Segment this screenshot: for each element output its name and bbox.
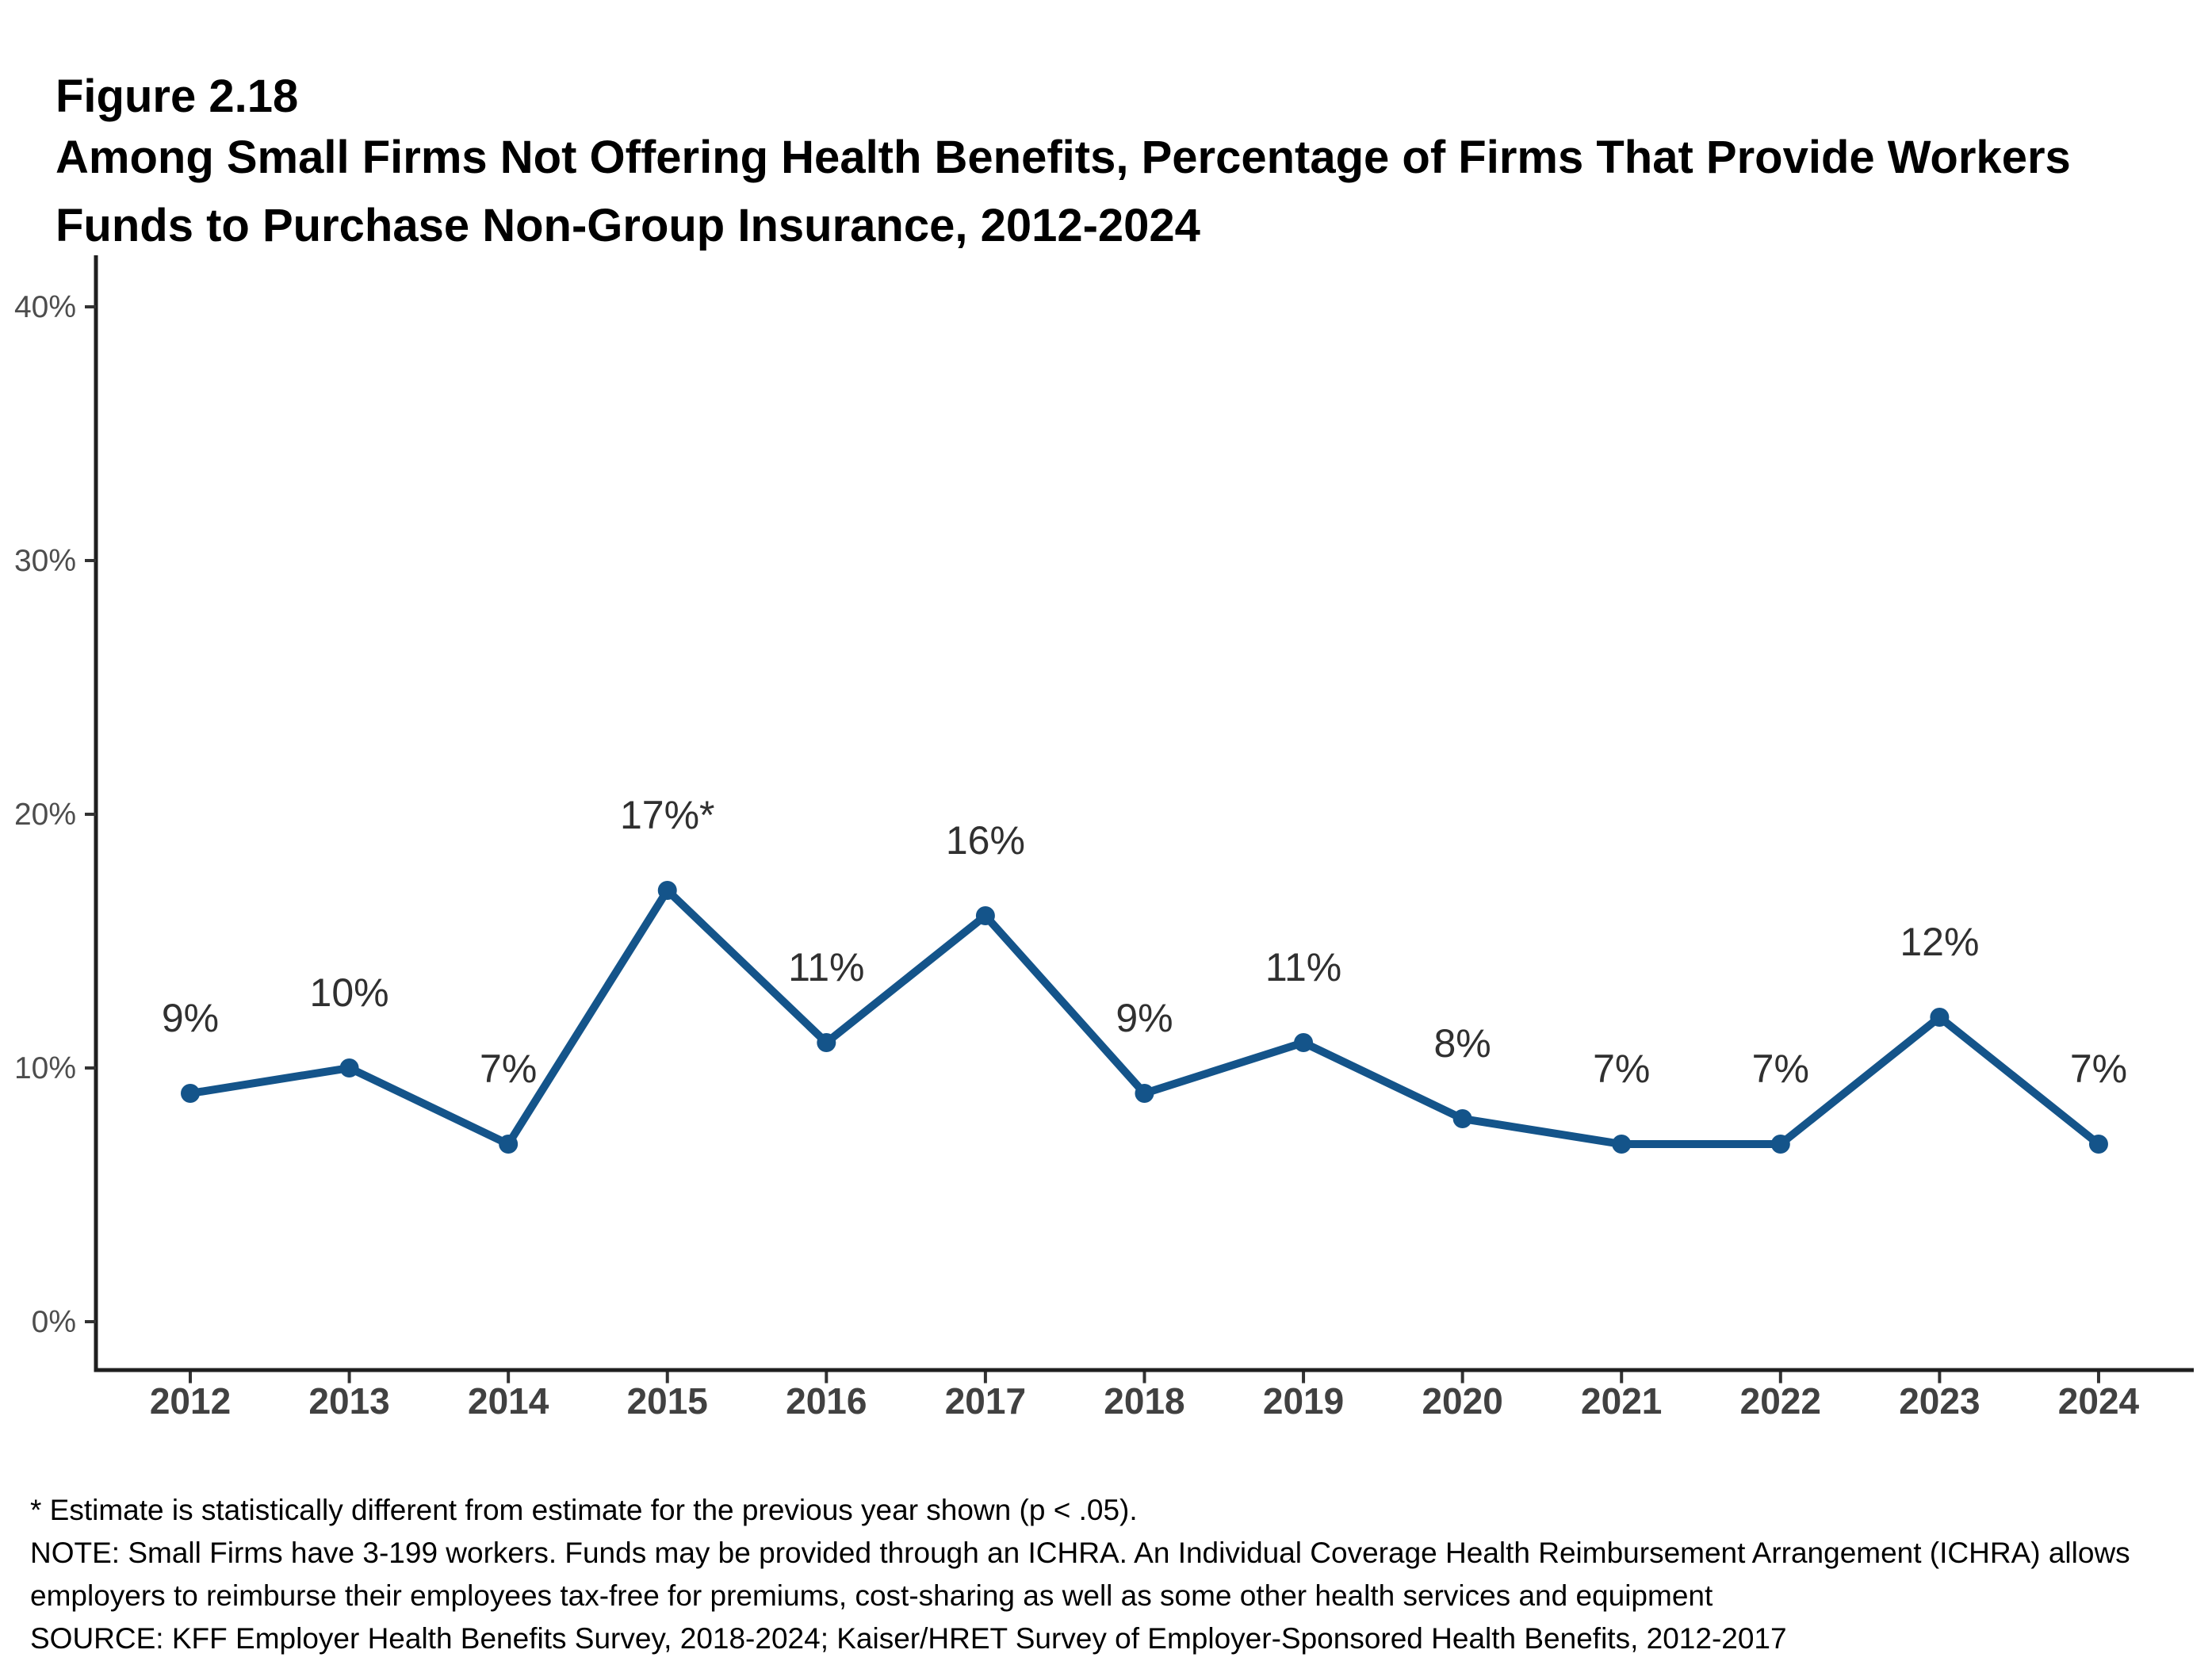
data-point bbox=[976, 906, 995, 925]
data-point bbox=[340, 1058, 359, 1077]
x-axis-year-label: 2014 bbox=[467, 1380, 549, 1422]
y-axis-tick-label: 20% bbox=[13, 798, 76, 832]
data-point bbox=[1612, 1135, 1631, 1154]
data-point bbox=[499, 1135, 518, 1154]
x-axis-year-label: 2023 bbox=[1899, 1380, 1980, 1422]
x-axis-year-label: 2013 bbox=[308, 1380, 390, 1422]
footnote-note-line-2: employers to reimburse their employees tax-free for premiums, cost-sharing as well as some other health services and equipment bbox=[30, 1579, 1713, 1612]
x-axis-year-label: 2019 bbox=[1262, 1380, 1345, 1422]
data-point-label: 12% bbox=[1900, 920, 1980, 964]
x-axis-year-label: 2016 bbox=[786, 1380, 867, 1422]
data-point bbox=[2089, 1135, 2108, 1154]
data-point-label: 10% bbox=[309, 970, 389, 1015]
data-point-label: 7% bbox=[480, 1047, 538, 1091]
data-point-label: 8% bbox=[1433, 1021, 1491, 1066]
footnote-note-line-1: NOTE: Small Firms have 3-199 workers. Funds may be provided through an ICHRA. An Individual Coverage Health Reimbursement Arrangement (ICHRA) allows bbox=[30, 1537, 2130, 1569]
chart-title-line-1: Among Small Firms Not Offering Health Benefits, Percentage of Firms That Provide Workers bbox=[55, 132, 2071, 183]
x-axis-year-label: 2012 bbox=[149, 1380, 232, 1422]
y-axis-tick-label: 10% bbox=[13, 1051, 76, 1085]
footnote-significance: * Estimate is statistically different from estimate for the previous year shown (p < .05). bbox=[30, 1494, 1138, 1526]
x-axis-year-label: 2024 bbox=[2057, 1380, 2140, 1422]
data-point bbox=[1453, 1109, 1472, 1128]
data-point bbox=[1930, 1008, 1949, 1027]
y-axis-tick-label: 0% bbox=[31, 1305, 76, 1339]
data-point-label: 7% bbox=[2069, 1047, 2128, 1091]
data-point bbox=[1294, 1033, 1313, 1052]
data-point-label: 17%* bbox=[619, 793, 715, 837]
data-point-label: 7% bbox=[1593, 1047, 1651, 1091]
data-point bbox=[1771, 1135, 1790, 1154]
data-point-label: 7% bbox=[1751, 1047, 1809, 1091]
y-axis-tick-label: 40% bbox=[13, 290, 76, 324]
x-axis-year-label: 2022 bbox=[1739, 1380, 1821, 1422]
x-axis-year-label: 2020 bbox=[1422, 1380, 1503, 1422]
data-point-label: 11% bbox=[788, 945, 865, 989]
chart-title-line-2: Funds to Purchase Non-Group Insurance, 2012-2024 bbox=[55, 200, 1200, 251]
data-point-label: 11% bbox=[1265, 945, 1342, 989]
data-point bbox=[1135, 1084, 1154, 1103]
data-point bbox=[181, 1084, 200, 1103]
data-point-label: 9% bbox=[161, 996, 220, 1040]
footnote-source: SOURCE: KFF Employer Health Benefits Survey, 2018-2024; Kaiser/HRET Survey of Employer-Sponsored Health Benefits, 2012-2017 bbox=[30, 1622, 1787, 1655]
y-axis-tick-label: 30% bbox=[13, 544, 76, 578]
data-point bbox=[817, 1033, 836, 1052]
x-axis-year-label: 2015 bbox=[626, 1380, 708, 1422]
data-point bbox=[658, 881, 677, 900]
x-axis-year-label: 2021 bbox=[1581, 1380, 1663, 1422]
x-axis-year-label: 2018 bbox=[1104, 1380, 1185, 1422]
data-point-label: 9% bbox=[1116, 996, 1173, 1040]
data-point-label: 16% bbox=[945, 818, 1025, 863]
figure-number-label: Figure 2.18 bbox=[55, 71, 299, 122]
x-axis-year-label: 2017 bbox=[944, 1380, 1027, 1422]
